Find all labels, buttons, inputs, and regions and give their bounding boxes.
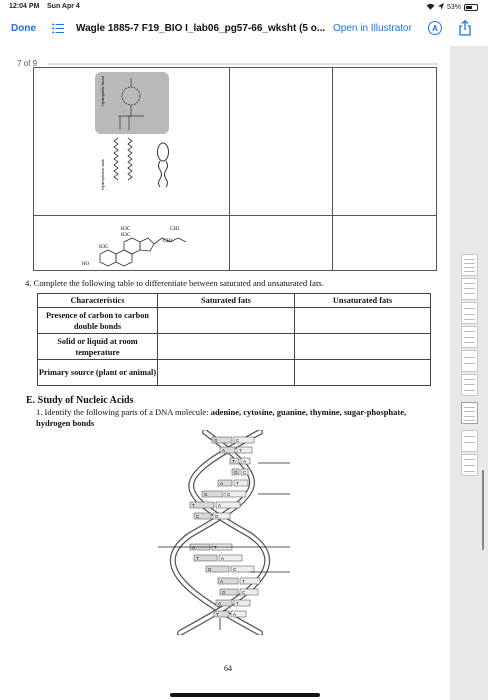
page-thumbnail[interactable] bbox=[461, 254, 478, 276]
page-thumbnail[interactable] bbox=[461, 374, 478, 396]
steroid-label: CH3 bbox=[163, 239, 173, 244]
base-letter: A bbox=[233, 612, 237, 617]
base-letter: A bbox=[220, 481, 224, 486]
table-header-row bbox=[38, 294, 431, 308]
table-cell: Primary source (plant or animal) bbox=[38, 360, 158, 386]
base-letter: A bbox=[243, 459, 247, 464]
table-header: Unsaturated fats bbox=[295, 294, 431, 308]
page-thumbnail[interactable] bbox=[461, 278, 478, 300]
base-letter: T bbox=[216, 612, 219, 617]
page-thumbnail[interactable] bbox=[461, 326, 478, 348]
fats-table bbox=[37, 293, 431, 386]
status-bar bbox=[0, 0, 488, 14]
base-letter: C bbox=[242, 590, 246, 595]
base-letter: G bbox=[208, 567, 212, 572]
base-letter: T bbox=[232, 459, 235, 464]
steroid-label: CH3 bbox=[170, 227, 180, 232]
section-e-heading: E. Study of Nucleic Acids bbox=[26, 395, 134, 406]
toolbar bbox=[0, 14, 488, 46]
base-letter: A bbox=[222, 448, 226, 453]
table-row bbox=[38, 334, 431, 360]
base-letter: C bbox=[243, 470, 247, 475]
table-cell bbox=[295, 334, 431, 360]
hydrophobic-tails-label: Hydrophobic tails bbox=[100, 159, 105, 190]
steroid-label: H3C bbox=[121, 233, 131, 238]
base-letter: A bbox=[218, 503, 222, 508]
base-letter: A bbox=[220, 579, 224, 584]
base-letter: T bbox=[239, 448, 242, 453]
wifi-icon bbox=[426, 3, 435, 12]
item-1-text: 1. Identify the following parts of a DNA molecule: bbox=[36, 407, 211, 417]
page-indicator: 7 of 9 bbox=[17, 59, 38, 68]
table-cell bbox=[158, 334, 295, 360]
table-header: Saturated fats bbox=[158, 294, 295, 308]
question-4: 4. Complete the following table to differentiate between saturated and unsaturated fats. bbox=[25, 278, 324, 288]
page-thumbnail-sidebar bbox=[450, 46, 488, 700]
base-letter: A bbox=[218, 601, 222, 606]
battery-icon bbox=[464, 4, 478, 11]
status-date: Sun Apr 4 bbox=[47, 3, 80, 10]
page-thumbnail[interactable] bbox=[461, 454, 478, 476]
table-cell bbox=[295, 360, 431, 386]
table-cell: Solid or liquid at room temperature bbox=[38, 334, 158, 360]
item-1-instructions bbox=[36, 407, 436, 429]
dna-double-helix-figure bbox=[150, 430, 300, 635]
base-letter: T bbox=[236, 481, 239, 486]
table-cell bbox=[158, 360, 295, 386]
base-letter: A bbox=[221, 556, 225, 561]
hydrophilic-head-label: Hydrophilic head bbox=[100, 76, 105, 106]
page-thumbnail[interactable] bbox=[461, 430, 478, 452]
steroid-label: H3C bbox=[99, 245, 109, 250]
steroid-label: HO bbox=[82, 262, 90, 267]
base-letter: T bbox=[236, 601, 239, 606]
share-icon[interactable] bbox=[458, 20, 472, 36]
sidebar-scrollbar[interactable] bbox=[482, 470, 484, 550]
open-in-illustrator-button[interactable]: Open in Illustrator bbox=[333, 23, 412, 34]
table-cell bbox=[295, 308, 431, 334]
hydrophilic-head-region bbox=[95, 72, 169, 134]
base-letter: T bbox=[192, 503, 195, 508]
base-letter: T bbox=[242, 579, 245, 584]
base-letter: C bbox=[233, 567, 237, 572]
steroid-figure bbox=[80, 218, 200, 268]
base-letter: G bbox=[215, 514, 219, 519]
base-letter: G bbox=[204, 492, 208, 497]
base-letter: G bbox=[222, 590, 226, 595]
location-icon bbox=[438, 3, 444, 12]
document-title: Wagle 1885-7 F19_BIO I_lab06_pg57-66_wksht (5 o... bbox=[76, 23, 326, 34]
grid-divider bbox=[229, 68, 230, 270]
page-thumbnail[interactable] bbox=[461, 302, 478, 324]
base-letter: G bbox=[234, 470, 238, 475]
home-indicator[interactable] bbox=[170, 693, 320, 697]
base-letter: A bbox=[192, 545, 196, 550]
outline-list-icon[interactable] bbox=[52, 23, 64, 34]
done-button[interactable]: Done bbox=[11, 23, 36, 34]
page-number: 64 bbox=[224, 664, 232, 673]
steroid-label: H3C bbox=[121, 227, 131, 232]
grid-divider bbox=[332, 68, 333, 270]
status-right bbox=[426, 3, 478, 12]
base-letter: T bbox=[214, 545, 217, 550]
grid-divider bbox=[34, 215, 436, 216]
phospholipid-figure bbox=[92, 70, 202, 206]
table-row bbox=[38, 360, 431, 386]
table-header: Characteristics bbox=[38, 294, 158, 308]
status-time: 12:04 PM bbox=[9, 3, 40, 10]
markup-icon[interactable]: A bbox=[428, 21, 442, 35]
base-letter: G bbox=[214, 438, 218, 443]
table-cell bbox=[158, 308, 295, 334]
page-thumbnail-current[interactable] bbox=[461, 402, 478, 424]
table-cell: Presence of carbon to carbon double bonds bbox=[38, 308, 158, 334]
base-letter: C bbox=[236, 438, 240, 443]
page-thumbnail[interactable] bbox=[461, 350, 478, 372]
item-1-bold-terms: adenine, cytosine, guanine, thymine, sugar-phosphate, hydrogen bonds bbox=[36, 407, 407, 428]
base-letter: T bbox=[196, 556, 199, 561]
table-row bbox=[38, 308, 431, 334]
base-letter: C bbox=[196, 514, 200, 519]
battery-percent: 53% bbox=[446, 4, 461, 11]
base-letter: C bbox=[227, 492, 231, 497]
